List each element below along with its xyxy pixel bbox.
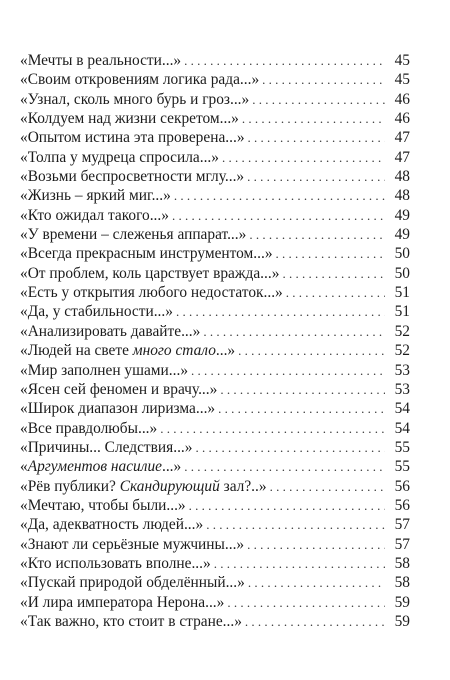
dot-leader [247,535,385,554]
page-number: 47 [394,148,410,166]
dot-leader [160,419,385,438]
page-number: 48 [394,187,410,205]
toc-entry-title [20,148,219,167]
dot-leader [191,361,385,380]
page-number: 50 [394,245,410,263]
toc-entry [20,109,410,128]
dot-leader [286,283,385,302]
page-number: 46 [394,90,410,108]
toc-entry-title [20,186,171,205]
dot-leader [214,554,385,573]
title-segment: «Мечты в реальности...» [20,52,182,69]
title-segment: «Мир заполнен ушами...» [20,361,189,379]
toc-entry [20,322,410,341]
dot-leader [189,496,385,515]
title-segment: «Всегда прекрасным инструментом...» [20,245,273,263]
title-segment: зал?..» [219,477,267,495]
toc-entry-title [20,264,279,283]
title-segment: «Рёв публики? [20,477,120,495]
toc-entry-title [20,109,239,128]
page-number: 53 [394,361,410,379]
title-segment: «Все правдолюбы...» [20,419,158,437]
dot-leader [218,399,385,418]
toc-entry [20,206,410,225]
toc-entry [20,148,410,167]
dot-leader [206,515,385,534]
toc-entry [20,90,410,109]
toc-entry [20,612,410,631]
page-number: 45 [394,52,410,69]
title-segment: «Колдуем над жизни секретом...» [20,110,239,128]
dot-leader [174,186,385,205]
toc-entry [20,399,410,418]
page-number: 56 [394,477,410,495]
toc-entry [20,515,410,534]
toc-entry-title [20,477,267,496]
dot-leader [276,244,385,263]
page-number: 51 [394,284,410,302]
title-segment: «Широк диапазон лиризма...» [20,400,216,418]
toc-entry-title [20,128,245,147]
title-segment: «Ясен сей феномен и врачу...» [20,380,218,398]
toc-entry [20,419,410,438]
toc-entry-title [20,419,157,438]
dot-leader [195,438,385,457]
page-number: 46 [394,110,410,128]
title-segment: ...» [215,342,236,360]
title-segment: ...» [161,458,182,476]
toc-entry [20,283,410,302]
dot-leader [227,593,385,612]
toc-entry-title [20,496,186,515]
toc-entry [20,380,410,399]
toc-entry [20,477,410,496]
toc-entry-title [20,90,249,109]
page-number: 48 [394,168,410,186]
page-number: 56 [394,496,410,514]
toc-entry-title [20,206,169,225]
title-segment: «Да, адекватность людей...» [20,516,204,534]
dot-leader [249,225,385,244]
toc-entry [20,186,410,205]
toc-entry [20,51,410,70]
toc-entry [20,264,410,283]
toc-entry [20,302,410,321]
dot-leader [238,341,385,360]
dot-leader [252,90,385,109]
toc-entry-title [20,361,188,380]
toc-entry-title [20,322,200,341]
toc-entry [20,244,410,263]
toc-entry-title [20,341,235,360]
toc-entry-title [20,225,246,244]
title-segment: «Толпа у мудреца спросила...» [20,148,219,166]
toc-entry-title [20,573,245,592]
toc-entry [20,593,410,612]
toc-entry [20,128,410,147]
toc-entry [20,167,410,186]
toc-entry [20,496,410,515]
title-segment: «Причины... Следствия...» [20,438,193,456]
page-number: 50 [394,264,410,282]
page-number: 58 [394,554,410,572]
page-number: 52 [394,342,410,360]
dot-leader [222,148,385,167]
toc-entry-title [20,399,215,418]
dot-leader [203,322,385,341]
dot-leader [184,457,385,476]
toc-entry-title [20,535,244,554]
title-segment: «Своим откровениям логика рада...» [20,71,260,89]
toc-entry [20,70,410,89]
toc-entry [20,225,410,244]
toc-entry-title [20,515,203,534]
toc-entry [20,361,410,380]
toc-entry-title [20,380,217,399]
title-segment: «Узнал, сколь много бурь и гроз...» [20,90,250,108]
toc-entry-title [20,167,244,186]
dot-leader [245,612,385,631]
dot-leader [172,206,385,225]
page-number: 57 [394,535,410,553]
toc-entry [20,535,410,554]
title-segment: «У времени – слеженья аппарат...» [20,226,247,244]
title-segment: «Есть у открытия любого недостаток...» [20,284,283,302]
toc-entry-title [20,244,273,263]
page-number: 59 [394,612,410,630]
title-segment: «Мечтаю, чтобы были...» [20,496,186,514]
toc-entry-title [20,593,224,612]
page-number: 59 [394,593,410,611]
toc-entry-title [20,302,173,321]
page-number: 54 [394,419,410,437]
title-italic-segment: Скандирующий [119,477,220,495]
dot-leader [270,477,385,496]
toc-entry-title [20,554,211,573]
toc-entry-title [20,438,192,457]
page-number: 52 [394,322,410,340]
toc-entry [20,438,410,457]
title-segment: «Кто использовать вполне...» [20,554,211,572]
page-number: 58 [394,574,410,592]
title-segment: «Жизнь – яркий миг...» [20,187,171,205]
page-number: 47 [394,129,410,147]
title-segment: «Кто ожидал такого...» [20,206,169,224]
dot-leader [242,109,385,128]
title-segment: «Опытом истина эта проверена...» [20,129,245,147]
title-segment: «Да, у стабильности...» [20,303,173,321]
toc-entry-title [20,457,181,476]
title-segment: «И лира императора Нерона...» [20,593,225,611]
toc-entry [20,341,410,360]
title-segment: «Так важно, кто стоит в стране...» [20,612,242,630]
dot-leader [220,380,385,399]
dot-leader [184,51,385,70]
toc-entry-title [20,70,259,89]
dot-leader [282,264,385,283]
toc-entry-title [20,283,283,302]
title-segment: «От проблем, коль царствует вражда...» [20,264,280,282]
dot-leader [248,128,385,147]
page-number: 49 [394,206,410,224]
title-segment: « [20,458,28,476]
title-italic-segment: много стало [132,342,216,360]
dot-leader [176,302,385,321]
table-of-contents [20,51,410,631]
toc-entry-title [20,612,242,631]
toc-entry [20,457,410,476]
toc-entry-title [20,51,181,70]
page-number: 51 [394,303,410,321]
page-number: 45 [394,71,410,89]
page-number: 55 [394,438,410,456]
page-number: 49 [394,226,410,244]
toc-entry [20,554,410,573]
title-segment: «Людей на свете [20,342,133,360]
page-number: 53 [394,380,410,398]
title-segment: «Пускай природой обделённый...» [20,574,245,592]
dot-leader [262,70,385,89]
page-number: 55 [394,458,410,476]
page-number: 54 [394,400,410,418]
page-number: 57 [394,516,410,534]
dot-leader [248,573,385,592]
dot-leader [247,167,385,186]
title-segment: «Анализировать давайте...» [20,322,201,340]
title-segment: «Возьми беспросветности мглу...» [20,168,245,186]
toc-entry [20,573,410,592]
title-segment: «Знают ли серьёзные мужчины...» [20,535,245,553]
title-italic-segment: Аргументов насилие [27,458,162,476]
